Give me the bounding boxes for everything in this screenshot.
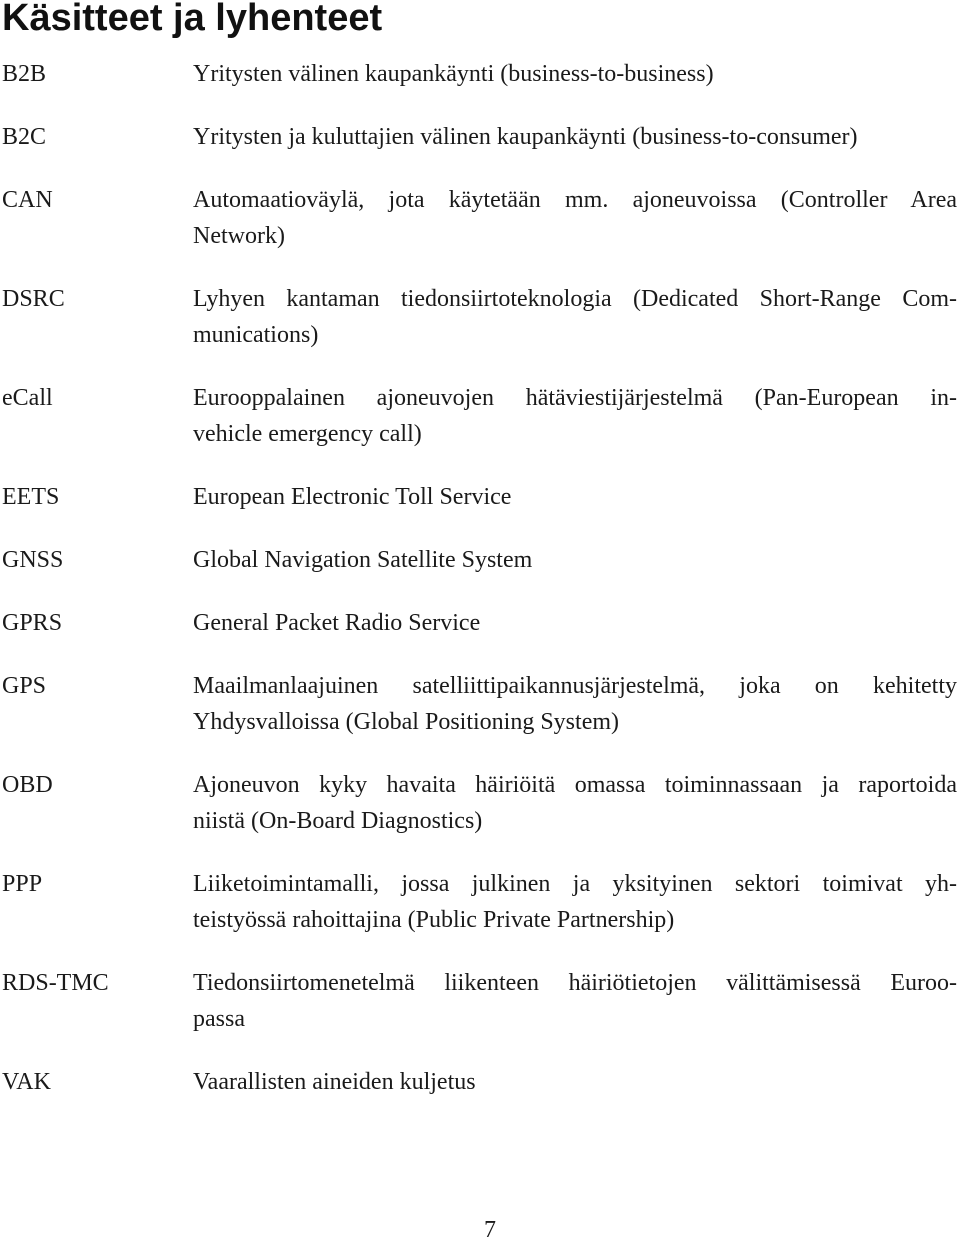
glossary-term: B2C xyxy=(2,124,47,150)
glossary-term: VAK xyxy=(2,1069,51,1095)
definition-line: Tiedonsiirtomenetelmä liikenteen häiriötietojen välittämisessä Euroo- xyxy=(193,970,957,996)
glossary-list xyxy=(0,56,960,1127)
glossary-term: eCall xyxy=(2,385,53,411)
definition-line: General Packet Radio Service xyxy=(193,610,481,636)
glossary-term: OBD xyxy=(2,772,53,798)
definition-line: passa xyxy=(193,1006,245,1032)
definition-line: Automaatioväylä, jota käytetään mm. ajoneuvoissa (Controller Area xyxy=(193,187,957,213)
glossary-entry xyxy=(0,119,960,155)
glossary-entry xyxy=(0,1064,960,1100)
glossary-entry xyxy=(0,866,960,938)
definition-line: Ajoneuvon kyky havaita häiriöitä omassa toiminnassaan ja raportoida xyxy=(193,772,957,798)
glossary-entry xyxy=(0,767,960,839)
glossary-definition xyxy=(193,182,957,254)
page-title: Käsitteet ja lyhenteet xyxy=(2,0,383,39)
glossary-entry xyxy=(0,182,960,254)
definition-line: Vaarallisten aineiden kuljetus xyxy=(193,1069,476,1095)
glossary-definition xyxy=(193,965,957,1037)
glossary-term: GNSS xyxy=(2,547,64,573)
glossary-definition xyxy=(193,1064,957,1100)
definition-line: teistyössä rahoittajina (Public Private Partnership) xyxy=(193,907,675,933)
glossary-entry xyxy=(0,965,960,1037)
definition-line: Maailmanlaajuinen satelliittipaikannusjärjestelmä, joka on kehitetty xyxy=(193,673,957,699)
glossary-definition xyxy=(193,668,957,740)
glossary-definition xyxy=(193,542,957,578)
definition-line: Yritysten välinen kaupankäynti (business-to-business) xyxy=(193,61,714,87)
glossary-definition xyxy=(193,866,957,938)
definition-line: Yhdysvalloissa (Global Positioning System) xyxy=(193,709,619,735)
glossary-entry xyxy=(0,479,960,515)
glossary-entry xyxy=(0,605,960,641)
glossary-term: DSRC xyxy=(2,286,65,312)
glossary-term: CAN xyxy=(2,187,53,213)
definition-line: Lyhyen kantaman tiedonsiirtoteknologia (Dedicated Short-Range Com- xyxy=(193,286,957,312)
glossary-term: B2B xyxy=(2,61,47,87)
glossary-entry xyxy=(0,281,960,353)
definition-line: niistä (On-Board Diagnostics) xyxy=(193,808,483,834)
definition-line: Eurooppalainen ajoneuvojen hätäviestijärjestelmä (Pan-European in- xyxy=(193,385,957,411)
page-number: 7 xyxy=(484,1217,496,1243)
glossary-definition xyxy=(193,767,957,839)
definition-line: Liiketoimintamalli, jossa julkinen ja yksityinen sektori toimivat yh- xyxy=(193,871,957,897)
glossary-definition xyxy=(193,56,957,92)
definition-line: European Electronic Toll Service xyxy=(193,484,512,510)
definition-line: vehicle emergency call) xyxy=(193,421,422,447)
definition-line: munications) xyxy=(193,322,319,348)
definition-line: Network) xyxy=(193,223,285,249)
glossary-entry xyxy=(0,380,960,452)
glossary-entry xyxy=(0,56,960,92)
glossary-term: EETS xyxy=(2,484,60,510)
glossary-definition xyxy=(193,281,957,353)
glossary-term: GPRS xyxy=(2,610,63,636)
glossary-entry xyxy=(0,542,960,578)
glossary-definition xyxy=(193,380,957,452)
glossary-term: PPP xyxy=(2,871,43,897)
glossary-definition xyxy=(193,479,957,515)
glossary-term: GPS xyxy=(2,673,47,699)
glossary-definition xyxy=(193,605,957,641)
glossary-term: RDS-TMC xyxy=(2,970,109,996)
definition-line: Global Navigation Satellite System xyxy=(193,547,533,573)
glossary-definition xyxy=(193,119,957,155)
glossary-entry xyxy=(0,668,960,740)
definition-line: Yritysten ja kuluttajien välinen kaupankäynti (business-to-consumer) xyxy=(193,124,858,150)
